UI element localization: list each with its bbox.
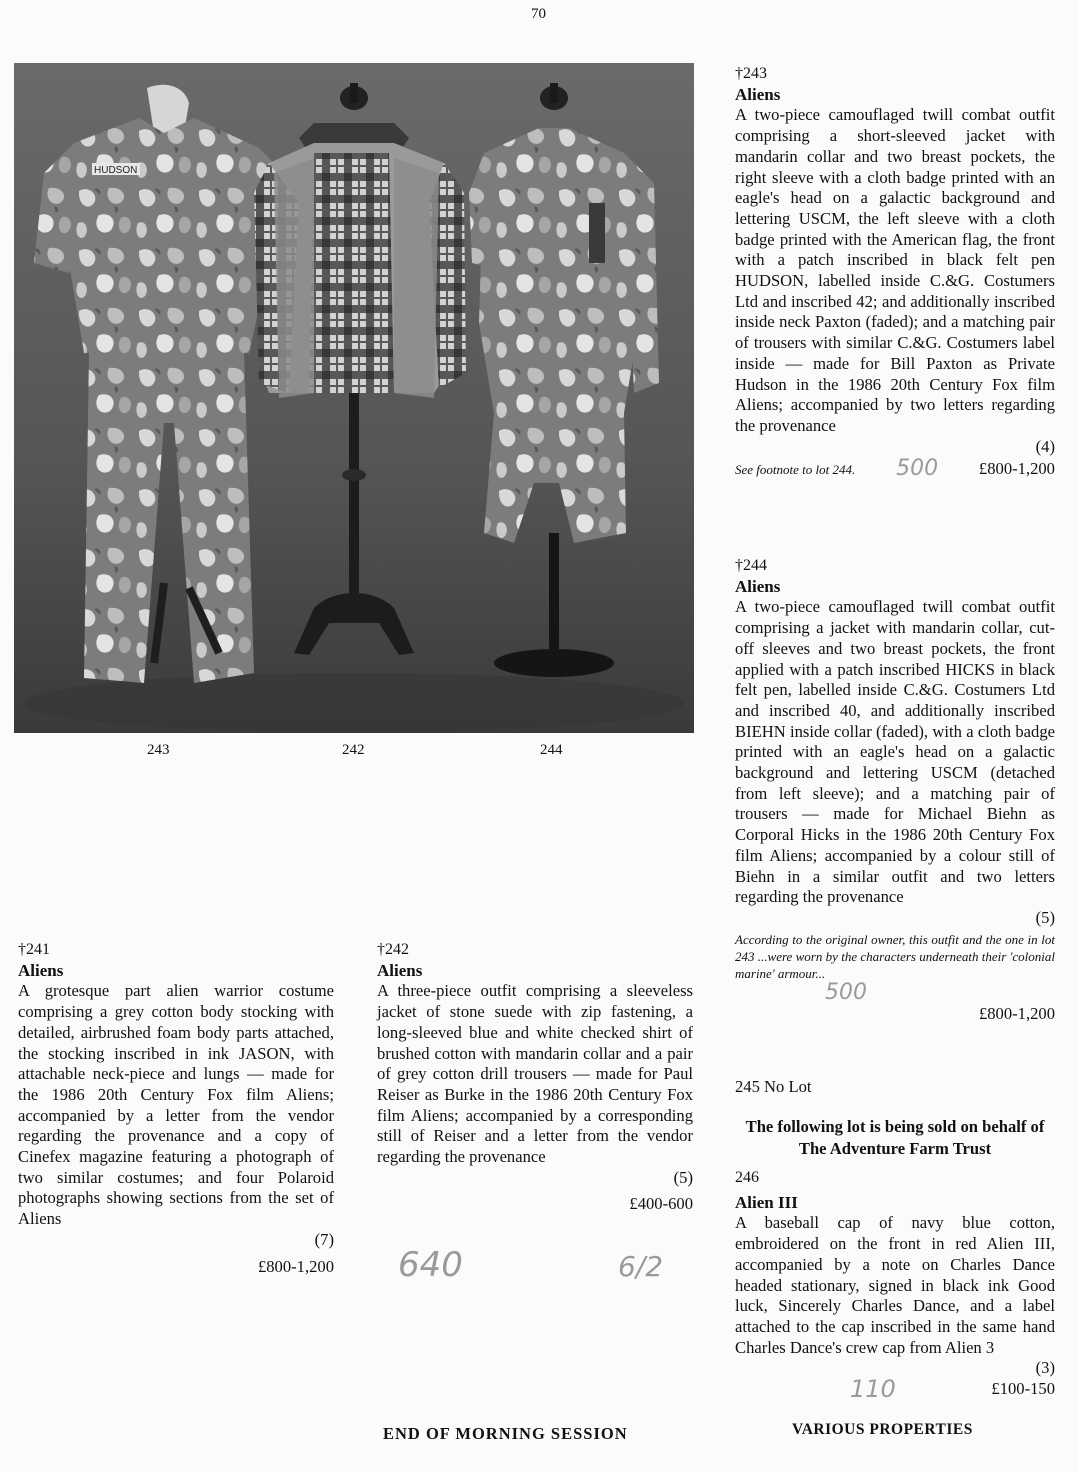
lot-estimate: £800-1,200 [257, 1256, 334, 1276]
lot-number: †244 [735, 557, 767, 574]
trust-heading: The following lot is being sold on behalf of The Adventure Farm Trust [745, 1117, 1045, 1158]
lot-count: (5) [1035, 907, 1055, 927]
lot-number: 246 [735, 1169, 759, 1186]
lot-title: Alien III [735, 1192, 798, 1212]
lot-estimate: £100-150 [991, 1379, 1055, 1399]
lot-243 [735, 64, 1055, 480]
lot-count: (5) [673, 1167, 693, 1187]
end-of-session: END OF MORNING SESSION [383, 1424, 628, 1443]
handwritten-note: 6/2 [618, 1250, 664, 1283]
lot-description: A grotesque part alien warrior costume comprising a grey cotton body stocking with detailed, airbrushed foam body parts attached, the stocking inscribed in ink JASON, with attachable neck-piece and lungs — made for the 1986 20th Century Fox film Aliens; accompanied by a letter from the vendor regarding the provenance and a copy of Cinefex magazine featuring a photograph of two similar costumes; and four Polaroid photographs showing sections from the set of Aliens [18, 981, 334, 1229]
lot-title: Aliens [377, 960, 423, 980]
lot-245: 245 No Lot [735, 1077, 812, 1096]
lot-title: Aliens [735, 576, 781, 596]
caption-244: 244 [540, 742, 563, 758]
lot-246 [735, 1168, 1055, 1404]
handwritten-price: 500 [896, 456, 939, 482]
lot-estimate: £800-1,200 [978, 1003, 1055, 1023]
caption-243: 243 [147, 742, 170, 758]
lot-244 [735, 556, 1055, 1024]
lot-estimate: £400-600 [629, 1194, 693, 1214]
lot-description: A baseball cap of navy blue cotton, embroidered on the front in red Alien III, accompanied by a note on Charles Dance headed stationary, signed in black ink Good luck, Sincerely Charles Dance, and a label attached to the cap inscribed in the same hand Charles Dance's crew cap from Alien 3 [735, 1213, 1055, 1357]
lot-estimate: £800-1,200 [978, 459, 1055, 479]
lot-title: Aliens [18, 960, 64, 980]
lot-count: (7) [314, 1229, 334, 1249]
various-properties: VARIOUS PROPERTIES [792, 1421, 973, 1438]
lot-count: (4) [1035, 436, 1055, 456]
handwritten-price: 500 [825, 979, 867, 1005]
costume-photo-illustration [14, 63, 694, 733]
lot-note: According to the original owner, this outfit and the one in lot 243 ...were worn by the characters underneath their 'colonial marine' armour... [735, 931, 1055, 981]
lot-number: †243 [735, 65, 767, 82]
handwritten-price: 110 [850, 1375, 896, 1404]
lot-description: A two-piece camouflaged twill combat outfit comprising a jacket with mandarin collar, cut-off sleeves and two breast pockets, the front applied with a patch inscribed HICKS in black felt pen, labelled inside C.&G. Costumers Ltd and inscribed 40, and additionally inscribed BIEHN inside collar (faded), with a cloth badge printed with an eagle's head on a galactic background and lettering USCM (detached from left sleeve); and a matching pair of trousers — made for Michael Biehn as Corporal Hicks in the 1986 20th Century Fox film Aliens; accompanied by a colour still of Biehn in a similar outfit and two letters regarding the provenance [735, 597, 1055, 907]
lot-242 [377, 940, 693, 1215]
hudson-patch: HUDSON [94, 165, 138, 176]
lot-description: A three-piece outfit comprising a sleeveless jacket of stone suede with zip fastening, a long-sleeved blue and white checked shirt of brushed cotton with mandarin collar and a pair of grey cotton drill trousers — made for Paul Reiser as Burke in the 1986 20th Century Fox film Aliens; accompanied by a corresponding still of Reiser and a letter from the vendor regarding the provenance [377, 981, 693, 1167]
lot-number: †242 [377, 941, 409, 958]
lot-number: †241 [18, 941, 50, 958]
page-number: 70 [531, 6, 546, 22]
lot-footnote: See footnote to lot 244. [735, 462, 856, 478]
lot-241 [18, 940, 334, 1277]
handwritten-price: 640 [398, 1245, 463, 1285]
lot-count: (3) [1035, 1358, 1055, 1378]
lot-title: Aliens [735, 84, 781, 104]
costume-photograph [14, 63, 694, 733]
caption-242: 242 [342, 742, 365, 758]
lot-description: A two-piece camouflaged twill combat outfit comprising a short-sleeved jacket with mandarin collar and two breast pockets, the right sleeve with a cloth badge printed with an eagle's head on a galactic background and lettering USCM, the left sleeve with a cloth badge printed with the American flag, the front with a patch inscribed in black felt pen HUDSON, labelled inside C.&G. Costumers Ltd and inscribed 42; and additionally inscribed inside neck Paxton (faded); and a matching pair of trousers with similar C.&G. Costumers label inside — made for Bill Paxton as Private Hudson in the 1986 20th Century Fox film Aliens; accompanied by two letters regarding the provenance [735, 105, 1055, 435]
